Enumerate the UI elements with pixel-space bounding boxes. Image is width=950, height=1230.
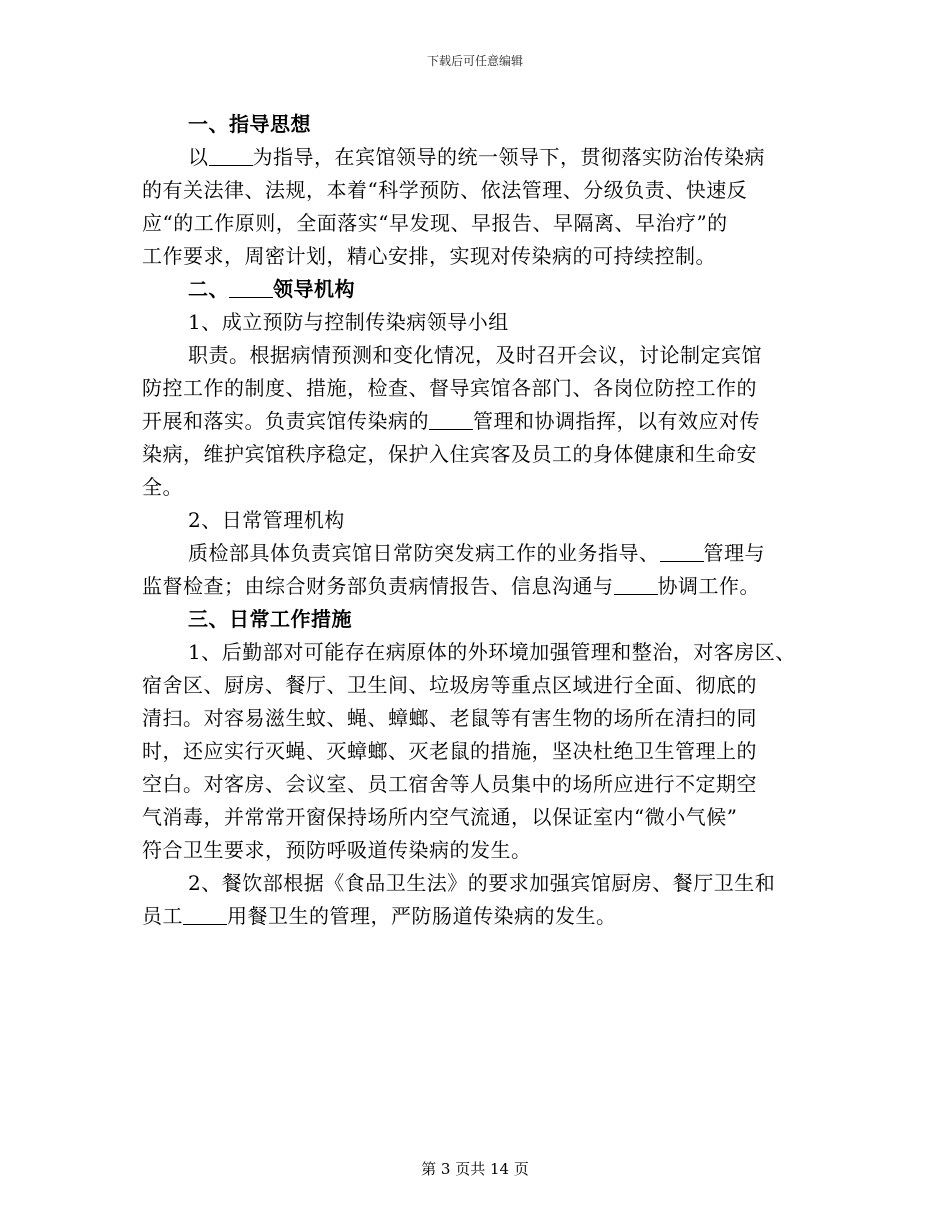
paragraph-line [142, 900, 822, 933]
paragraph-line [142, 405, 822, 438]
subheading: 1、成立预防与控制传染病领导小组 [188, 310, 509, 334]
paragraph-line: 符合卫生要求，预防呼吸道传染病的发生。 [142, 838, 532, 862]
text: 开展和落实。负责宾馆传染病的 [142, 409, 429, 433]
paragraph-line: 染病，维护宾馆秩序稳定，保护入住宾客及员工的身体健康和生命安 [142, 442, 757, 466]
subheading: 2、日常管理机构 [188, 508, 345, 532]
paragraph-line: 职责。根据病情预测和变化情况，及时召开会议，讨论制定宾馆 [188, 343, 762, 367]
paragraph-line: 全。 [142, 475, 183, 499]
text: 用餐卫生的管理，严防肠道传染病的发生。 [227, 904, 617, 928]
paragraph-line: 清扫。对容易滋生蚊、蝇、蟑螂、老鼠等有害生物的场所在清扫的同 [142, 706, 757, 730]
paragraph-line: 1、后勤部对可能存在病原体的外环境加强管理和整治，对客房区、 [188, 640, 796, 664]
section-heading-3: 三、日常工作措施 [188, 607, 352, 631]
fill-blank [229, 277, 273, 298]
paragraph-line: 应“的工作原则，全面落实“早发现、早报告、早隔离、早治疗”的 [142, 211, 728, 235]
fill-blank [429, 409, 473, 430]
paragraph-line: 宿舍区、厨房、餐厅、卫生间、垃圾房等重点区域进行全面、彻底的 [142, 673, 757, 697]
fill-blank [660, 541, 704, 562]
paragraph-line: 时，还应实行灭蝇、灭蟑螂、灭老鼠的措施，坚决杜绝卫生管理上的 [142, 739, 757, 763]
text: 质检部具体负责宾馆日常防突发病工作的业务指导、 [188, 541, 660, 565]
paragraph-line [142, 570, 822, 603]
text: 员工 [142, 904, 183, 928]
text: 管理和协调指挥，以有效应对传 [473, 409, 760, 433]
paragraph-line: 防控工作的制度、措施，检查、督导宾馆各部门、各岗位防控工作的 [142, 376, 757, 400]
page-header: 下载后可任意编辑 [426, 54, 523, 68]
paragraph-line: 空白。对客房、会议室、员工宿舍等人员集中的场所应进行不定期空 [142, 772, 757, 796]
text: 二、 [188, 277, 229, 301]
text: 监督检查；由综合财务部负责病情报告、信息沟通与 [142, 574, 614, 598]
text: 为指导，在宾馆领导的统一领导下，贯彻落实防治传染病 [252, 145, 765, 169]
paragraph-line: 的有关法律、法规，本着“科学预防、依法管理、分级负责、快速反 [142, 178, 748, 202]
fill-blank [209, 145, 253, 166]
text: 领导机构 [273, 277, 355, 301]
section-heading-1: 一、指导思想 [188, 112, 311, 136]
paragraph-line [142, 537, 822, 570]
fill-blank [614, 574, 658, 595]
page-footer: 第 3 页共 14 页 [421, 1160, 529, 1178]
paragraph-line: 工作要求，周密计划，精心安排，实现对传染病的可持续控制。 [142, 244, 716, 268]
paragraph-line: 气消毒，并常常开窗保持场所内空气流通，以保证室内“微小气候” [142, 805, 738, 829]
paragraph-line [142, 141, 822, 174]
document-body [142, 108, 822, 933]
text: 以 [188, 145, 209, 169]
fill-blank [183, 904, 227, 925]
section-heading-2 [142, 273, 822, 306]
paragraph-line: 2、餐饮部根据《食品卫生法》的要求加强宾馆厨房、餐厅卫生和 [188, 871, 776, 895]
text: 管理与 [703, 541, 765, 565]
text: 协调工作。 [657, 574, 760, 598]
